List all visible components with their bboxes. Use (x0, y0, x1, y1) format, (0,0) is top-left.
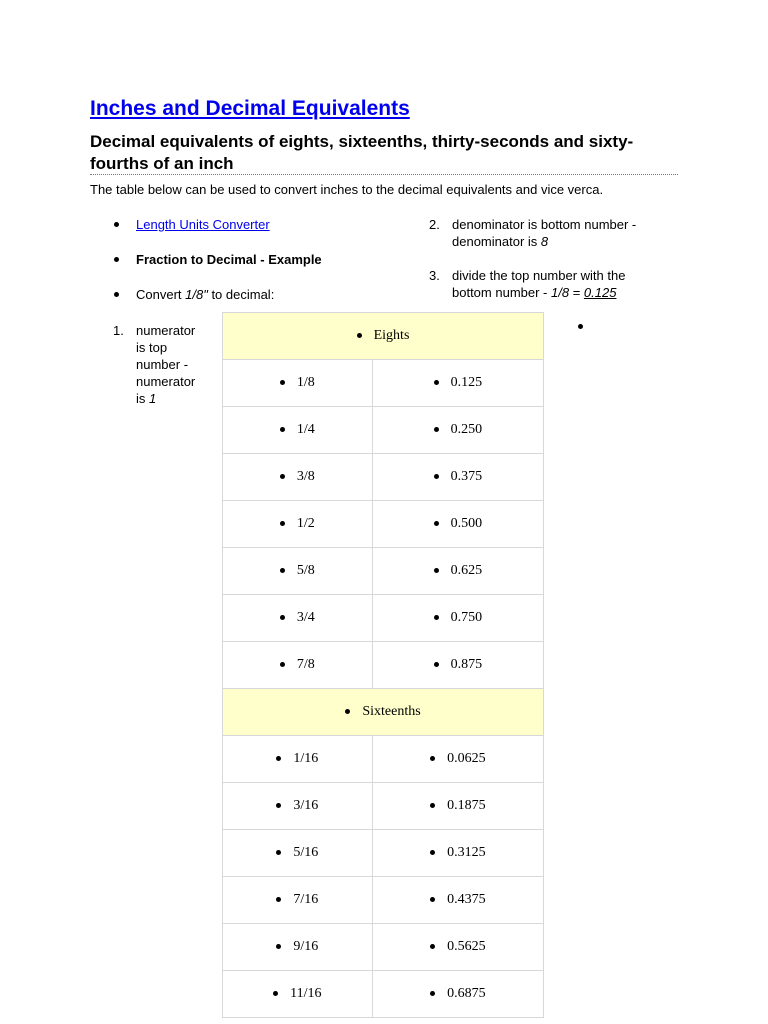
link-text[interactable]: Length Units Converter (136, 217, 270, 232)
fraction-cell (223, 924, 373, 971)
step-3-answer: 0.125 (583, 285, 617, 300)
bullet-dot-icon (276, 897, 281, 902)
convert-instruction (136, 286, 274, 303)
bullet-dot-icon (276, 803, 281, 808)
bullet-dot-icon (276, 756, 281, 761)
fraction-cell (223, 360, 373, 407)
step-3-equals: = (569, 285, 584, 300)
decimal-cell (372, 642, 543, 689)
step-1-text (136, 322, 206, 407)
table-row (223, 548, 544, 595)
fraction-value: 5/16 (293, 845, 319, 860)
decimal-cell (372, 830, 543, 877)
table-section-header (223, 689, 544, 736)
decimal-cell (372, 501, 543, 548)
bullet-dot-icon (114, 292, 119, 297)
step-1-value: 1 (149, 391, 157, 406)
bullet-dot-icon (434, 427, 439, 432)
example-heading: Fraction to Decimal - Example (136, 252, 322, 267)
table-row (223, 595, 544, 642)
fraction-cell (223, 501, 373, 548)
conversion-table (222, 312, 544, 1018)
decimal-value: 0.4375 (447, 892, 486, 907)
fraction-value: 11/16 (290, 986, 322, 1001)
dotted-divider (90, 174, 678, 175)
bullet-dot-icon (280, 521, 285, 526)
fraction-value: 1/16 (293, 751, 319, 766)
decimal-cell (372, 877, 543, 924)
bullet-dot-icon (276, 850, 281, 855)
table-row (223, 642, 544, 689)
bullet-dot-icon (434, 474, 439, 479)
step-2-value: 8 (540, 234, 549, 249)
decimal-value: 0.6875 (447, 986, 486, 1001)
fraction-value: 9/16 (293, 939, 319, 954)
bullet-dot-icon (434, 568, 439, 573)
fraction-cell (223, 642, 373, 689)
decimal-cell (372, 595, 543, 642)
decimal-value: 0.375 (450, 469, 483, 484)
table-row (223, 360, 544, 407)
decimal-cell (372, 971, 543, 1018)
bullet-dot-icon (114, 257, 119, 262)
bullet-dot-icon (434, 521, 439, 526)
table-row (223, 830, 544, 877)
decimal-value: 0.0625 (447, 751, 486, 766)
convert-fraction: 1/8" (185, 287, 208, 302)
step-2-text (452, 216, 672, 250)
page-title[interactable]: Inches and Decimal Equivalents (90, 97, 410, 120)
convert-prefix: Convert (136, 287, 186, 302)
decimal-value: 0.750 (450, 610, 483, 625)
section-heading-text: Sixteenths (362, 704, 421, 719)
table-row (223, 924, 544, 971)
bullet-dot-icon (430, 944, 435, 949)
bullet-dot-icon (430, 897, 435, 902)
bullet-dot-icon (578, 324, 583, 329)
table-row (223, 877, 544, 924)
bullet-dot-icon (280, 380, 285, 385)
bullet-dot-icon (434, 662, 439, 667)
step-1-label: numerator is top number - numerator is (136, 323, 196, 406)
fraction-value: 3/16 (293, 798, 319, 813)
decimal-cell (372, 924, 543, 971)
section-heading-text: Eights (373, 328, 410, 343)
fraction-value: 1/2 (296, 516, 315, 531)
bullet-dot-icon (357, 333, 362, 338)
decimal-value: 0.3125 (447, 845, 486, 860)
fraction-value: 1/8 (296, 375, 315, 390)
table-row (223, 501, 544, 548)
table-row (223, 783, 544, 830)
bullet-dot-icon (345, 709, 350, 714)
decimal-value: 0.1875 (447, 798, 486, 813)
fraction-cell (223, 971, 373, 1018)
step-number: 1. (113, 323, 124, 338)
bullet-dot-icon (280, 662, 285, 667)
table-row (223, 736, 544, 783)
step-2-label: denominator is bottom number - denominator is (452, 217, 637, 249)
fraction-cell (223, 736, 373, 783)
decimal-value: 0.875 (450, 657, 483, 672)
bullet-dot-icon (430, 991, 435, 996)
bullet-dot-icon (430, 756, 435, 761)
table-row (223, 407, 544, 454)
table-section-header (223, 313, 544, 360)
bullet-dot-icon (280, 568, 285, 573)
length-units-converter-link[interactable] (136, 216, 270, 233)
bullet-dot-icon (280, 474, 285, 479)
bullet-dot-icon (430, 803, 435, 808)
bullet-dot-icon (430, 850, 435, 855)
decimal-cell (372, 548, 543, 595)
table-row (223, 971, 544, 1018)
decimal-cell (372, 360, 543, 407)
decimal-cell (372, 736, 543, 783)
intro-text: The table below can be used to convert inches to the decimal equivalents and vice verca. (90, 182, 604, 197)
decimal-cell (372, 783, 543, 830)
decimal-value: 0.625 (450, 563, 483, 578)
decimal-value: 0.250 (450, 422, 483, 437)
bullet-dot-icon (276, 944, 281, 949)
step-number: 2. (429, 217, 440, 232)
fraction-cell (223, 454, 373, 501)
table-row (223, 454, 544, 501)
bullet-dot-icon (280, 615, 285, 620)
step-3-text (452, 267, 652, 301)
fraction-cell (223, 830, 373, 877)
fraction-value: 3/4 (296, 610, 315, 625)
step-3-label: divide the top number with the bottom number - (452, 268, 626, 300)
fraction-value: 5/8 (296, 563, 315, 578)
bullet-dot-icon (114, 222, 119, 227)
bullet-dot-icon (434, 615, 439, 620)
fraction-value: 7/8 (296, 657, 315, 672)
step-3-expression: 1/8 (551, 285, 570, 300)
table-section-header-row (223, 313, 544, 360)
decimal-value: 0.500 (450, 516, 483, 531)
fraction-cell (223, 595, 373, 642)
decimal-cell (372, 407, 543, 454)
step-number: 3. (429, 268, 440, 283)
fraction-value: 7/16 (293, 892, 319, 907)
convert-suffix: to decimal: (207, 287, 275, 302)
fraction-cell (223, 877, 373, 924)
decimal-cell (372, 454, 543, 501)
fraction-value: 1/4 (296, 422, 315, 437)
bullet-dot-icon (273, 991, 278, 996)
fraction-value: 3/8 (296, 469, 315, 484)
bullet-dot-icon (280, 427, 285, 432)
decimal-value: 0.5625 (447, 939, 486, 954)
bullet-dot-icon (434, 380, 439, 385)
fraction-cell (223, 783, 373, 830)
page-subtitle: Decimal equivalents of eights, sixteenths, thirty-seconds and sixty-fourths of an inch (90, 132, 634, 173)
fraction-cell (223, 407, 373, 454)
fraction-cell (223, 548, 373, 595)
decimal-value: 0.125 (450, 375, 483, 390)
table-section-header-row (223, 689, 544, 736)
